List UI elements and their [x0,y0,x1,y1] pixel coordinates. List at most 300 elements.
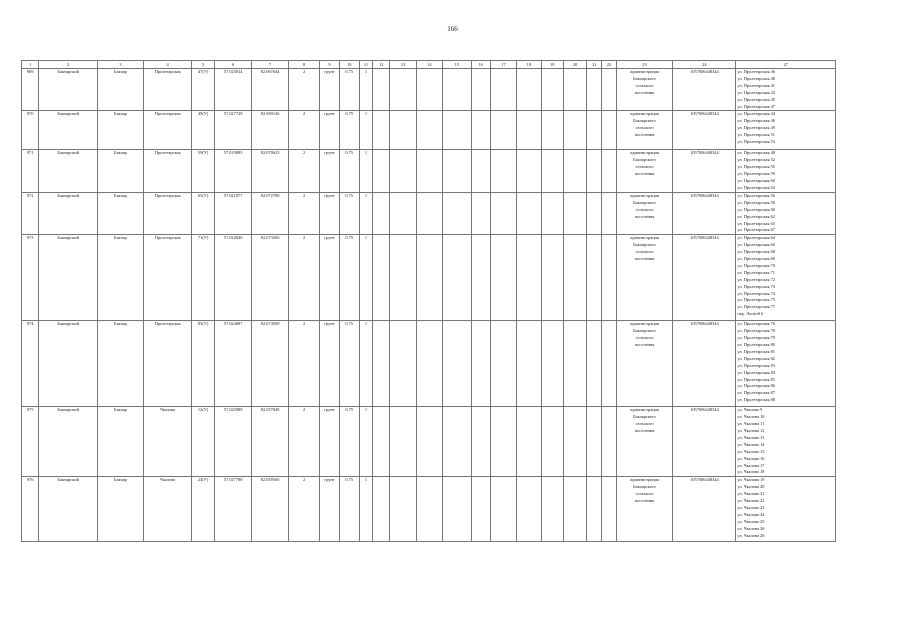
house-cell: 49(У) [192,111,214,150]
table-row [22,235,836,321]
area-cell: 0.75 [339,407,359,477]
addresses-cell [736,150,836,192]
column-header: 4 [143,61,192,69]
longitude-cell: 82.070623 [252,150,289,192]
address-line: ул. Пролетарская 55 [737,164,775,170]
owner-line: сельского [635,421,654,427]
empty-cell [490,192,516,234]
address-line: ул. Чкалова 18 [737,469,765,475]
owner-cell [616,321,673,407]
empty-cell [490,477,516,542]
empty-cell [416,150,442,192]
ogrn-cell: 1057006448344 [673,111,736,150]
empty-cell [541,407,563,477]
longitude-cell: 82.057848 [252,407,289,477]
address-line: ул. Пролетарская 73 [737,283,775,289]
addresses-cell [736,192,836,234]
count-cell: 2 [288,150,319,192]
address-line: ул. Пролетарская 60 [737,206,775,212]
address-line: ул. Чкалова 19 [737,477,765,483]
address-line: ул. Пролетарская 36 [737,69,775,74]
table-row [22,111,836,150]
empty-cell [602,192,616,234]
empty-cell [602,111,616,150]
empty-cell [416,235,442,321]
table-row [22,150,836,192]
owner-line: администрация [630,69,659,74]
column-header: 10 [339,61,359,69]
address-line: ул. Пролетарская 63 [737,184,775,190]
count-cell: 2 [288,192,319,234]
owner-line: сельского [635,82,654,88]
empty-cell [563,477,586,542]
empty-cell [443,150,471,192]
address-line: ул. Пролетарская 41 [737,82,775,88]
address-line: ул. Пролетарская 45 [737,96,775,102]
table-row [22,69,836,111]
column-header: 22 [602,61,616,69]
empty-cell [587,235,602,321]
column-header: 16 [471,61,490,69]
village-cell: Бакчар [98,407,144,477]
owner-line: администрация [630,192,659,198]
house-cell: 24(У) [192,477,214,542]
surface-cell: грунт [320,407,339,477]
empty-cell [471,321,490,407]
address-line: ул. Пролетарская 75 [737,297,775,303]
addresses-cell [736,235,836,321]
surface-cell: грунт [320,321,339,407]
address-line: ул. Чкалова 14 [737,441,765,447]
address-line: ул. Чкалова 13 [737,434,765,440]
address-line: ул. Пролетарская 78 [737,328,775,334]
empty-cell [541,150,563,192]
empty-cell [471,477,490,542]
district-cell: Бакчарский [39,235,98,321]
empty-cell [416,111,442,150]
addresses-cell [736,477,836,542]
empty-cell [563,111,586,150]
column-header: 20 [563,61,586,69]
empty-cell [541,111,563,150]
address-line: ул. Пролетарская 82 [737,355,775,361]
owner-line: поселения [634,428,655,434]
address-line: ул. Пролетарская 44 [737,111,775,117]
column-header: 24 [673,61,736,69]
empty-cell [443,477,471,542]
owner-line: администрация [630,111,659,117]
qty-cell: 1 [359,407,372,477]
empty-cell [602,235,616,321]
address-line: ул. Пролетарская 40 [737,75,775,81]
empty-cell [563,192,586,234]
empty-cell [373,407,390,477]
owner-cell [616,235,673,321]
latitude-cell: 57.025989 [214,407,252,477]
qty-cell: 1 [359,69,372,111]
count-cell: 2 [288,407,319,477]
latitude-cell: 57.022840 [214,235,252,321]
district-cell: Бакчарский [39,111,98,150]
row-number: 971 [22,150,39,192]
empty-cell [416,192,442,234]
street-cell: Чкалова [143,407,192,477]
owner-line: поселения [634,213,655,219]
empty-cell [563,321,586,407]
column-header: 11 [359,61,372,69]
empty-cell [373,111,390,150]
empty-cell [541,69,563,111]
address-line: ул. Пролетарская 79 [737,335,775,341]
empty-cell [471,69,490,111]
empty-cell [602,407,616,477]
address-line: ул. Пролетарская 70 [737,262,775,268]
empty-cell [390,192,416,234]
empty-cell [443,235,471,321]
empty-cell [390,111,416,150]
house-cell: 83(У) [192,321,214,407]
address-line: ул. Пролетарская 49 [737,125,775,131]
column-header: 7 [252,61,289,69]
empty-cell [471,407,490,477]
owner-line: поселения [634,132,655,138]
count-cell: 2 [288,477,319,542]
row-number: 973 [22,235,39,321]
empty-cell [517,111,541,150]
empty-cell [587,192,602,234]
village-cell: Бакчар [98,321,144,407]
owner-line: Бакчарского [633,328,656,334]
empty-cell [587,407,602,477]
house-cell: 71(У) [192,235,214,321]
house-cell: 59(У) [192,150,214,192]
row-number: 976 [22,477,39,542]
longitude-cell: 82.069146 [252,111,289,150]
empty-cell [490,150,516,192]
latitude-cell: 57.021877 [214,192,252,234]
address-line: ул. Чкалова 22 [737,498,765,504]
ogrn-cell: 1057006448344 [673,407,736,477]
owner-line: сельского [635,206,654,212]
column-header: 1 [22,61,39,69]
owner-line: администрация [630,407,659,413]
empty-cell [490,407,516,477]
address-line: ул. Пролетарская 83 [737,362,775,368]
empty-cell [390,150,416,192]
address-line: пер. Лесной 6 [737,311,764,317]
surface-cell: грунт [320,150,339,192]
owner-line: сельского [635,249,654,255]
owner-line: поселения [634,498,655,504]
empty-cell [517,69,541,111]
row-number: 972 [22,192,39,234]
address-line: ул. Чкалова 11 [737,421,765,427]
count-cell: 2 [288,321,319,407]
street-cell: Пролетарская [143,235,192,321]
village-cell: Бакчар [98,111,144,150]
ogrn-cell: 1057006448344 [673,69,736,111]
area-cell: 0.75 [339,69,359,111]
owner-line: Бакчарского [633,118,656,124]
surface-cell: грунт [320,477,339,542]
area-cell: 0.75 [339,477,359,542]
column-header: 9 [320,61,339,69]
column-header: 3 [98,61,144,69]
owner-line: Бакчарского [633,414,656,420]
owner-line: Бакчарского [633,157,656,163]
address-line: ул. Чкалова 23 [737,505,765,510]
address-line: ул. Чкалова 24 [737,511,765,517]
district-cell: Бакчарский [39,477,98,542]
empty-cell [563,150,586,192]
address-line: ул. Пролетарская 48 [737,150,775,156]
empty-cell [602,321,616,407]
owner-line: администрация [630,477,659,483]
address-line: ул. Пролетарская 76 [737,321,775,327]
empty-cell [390,235,416,321]
row-number: 969 [22,69,39,111]
address-line: ул. Пролетарская 74 [737,290,775,296]
address-line: ул. Чкалова 15 [737,448,765,454]
village-cell: Бакчар [98,192,144,234]
column-header: 12 [373,61,390,69]
address-line: ул. Чкалова 26 [737,525,765,531]
address-line: ул. Пролетарская 72 [737,276,775,282]
column-header: 13 [390,61,416,69]
owner-line: поселения [634,89,655,95]
address-line: ул. Пролетарская 65 [737,220,775,226]
address-line: ул. Чкалова 9 [737,407,763,413]
village-cell: Бакчар [98,477,144,542]
address-line: ул. Чкалова 21 [737,491,765,497]
address-line: ул. Пролетарская 69 [737,256,775,262]
latitude-cell: 57.027729 [214,111,252,150]
address-line: ул. Пролетарская 58 [737,199,775,205]
empty-cell [471,150,490,192]
address-line: ул. Пролетарская 60 [737,178,775,184]
empty-cell [490,235,516,321]
address-line: ул. Чкалова 16 [737,455,765,461]
empty-cell [587,111,602,150]
row-number: 970 [22,111,39,150]
count-cell: 2 [288,235,319,321]
owner-cell [616,111,673,150]
owner-cell [616,192,673,234]
header-row [22,61,836,69]
address-line: ул. Пролетарская 47 [737,103,775,109]
empty-cell [416,407,442,477]
address-line: ул. Чкалова 25 [737,518,765,524]
village-cell: Бакчар [98,69,144,111]
surface-cell: грунт [320,111,339,150]
street-cell: Пролетарская [143,69,192,111]
ogrn-cell: 1057006448344 [673,321,736,407]
empty-cell [602,69,616,111]
empty-cell [390,407,416,477]
row-number: 974 [22,321,39,407]
surface-cell: грунт [320,69,339,111]
empty-cell [563,69,586,111]
row-number: 975 [22,407,39,477]
latitude-cell: 57.024687 [214,321,252,407]
column-header: 19 [541,61,563,69]
area-cell: 0.75 [339,150,359,192]
empty-cell [563,235,586,321]
table-row [22,192,836,234]
column-header: 14 [416,61,442,69]
empty-cell [443,321,471,407]
street-cell: Пролетарская [143,192,192,234]
empty-cell [517,235,541,321]
ogrn-cell: 1057006448344 [673,150,736,192]
latitude-cell: 57.019885 [214,150,252,192]
empty-cell [373,477,390,542]
owner-line: поселения [634,256,655,262]
empty-cell [373,235,390,321]
empty-cell [587,69,602,111]
longitude-cell: 82.067644 [252,69,289,111]
empty-cell [517,477,541,542]
longitude-cell: 82.059560 [252,477,289,542]
owner-cell [616,69,673,111]
district-cell: Бакчарский [39,150,98,192]
house-cell: 12(У) [192,407,214,477]
house-cell: 47(У) [192,69,214,111]
address-line: ул. Чкалова 10 [737,414,765,420]
empty-cell [390,321,416,407]
empty-cell [490,321,516,407]
latitude-cell: 57.027788 [214,477,252,542]
empty-cell [541,192,563,234]
column-header: 15 [443,61,471,69]
street-cell: Пролетарская [143,321,192,407]
district-cell: Бакчарский [39,407,98,477]
addresses-cell [736,321,836,407]
address-line: ул. Чкалова 20 [737,484,765,490]
empty-cell [563,407,586,477]
empty-cell [490,69,516,111]
longitude-cell: 82.074509 [252,321,289,407]
address-line: ул. Чкалова 28 [737,532,765,538]
owner-line: поселения [634,342,655,348]
empty-cell [416,69,442,111]
district-cell: Бакчарский [39,69,98,111]
latitude-cell: 57.025814 [214,69,252,111]
qty-cell: 1 [359,192,372,234]
column-header: 6 [214,61,252,69]
column-header: 23 [616,61,673,69]
empty-cell [541,235,563,321]
owner-line: сельского [635,125,654,131]
address-line: ул. Пролетарская 52 [737,157,775,163]
address-line: ул. Пролетарская 87 [737,390,775,396]
empty-cell [443,407,471,477]
address-line: ул. Пролетарская 71 [737,269,775,275]
ogrn-cell: 1057006448344 [673,477,736,542]
owner-line: сельского [635,491,654,497]
empty-cell [490,111,516,150]
addresses-cell [736,111,836,150]
qty-cell: 1 [359,150,372,192]
surface-cell: грунт [320,192,339,234]
empty-cell [471,111,490,150]
empty-cell [602,150,616,192]
empty-cell [517,321,541,407]
empty-cell [587,321,602,407]
street-cell: Пролетарская [143,111,192,150]
address-line: ул. Пролетарская 64 [737,235,775,241]
district-cell: Бакчарский [39,192,98,234]
village-cell: Бакчар [98,235,144,321]
column-header: 17 [490,61,516,69]
ogrn-cell: 1057006448344 [673,192,736,234]
area-cell: 0.75 [339,111,359,150]
longitude-cell: 82.072788 [252,192,289,234]
empty-cell [443,192,471,234]
empty-cell [443,69,471,111]
column-header: 2 [39,61,98,69]
empty-cell [443,111,471,150]
address-line: ул. Пролетарская 51 [737,132,775,138]
street-cell: Пролетарская [143,150,192,192]
address-line: ул. Пролетарская 62 [737,213,775,219]
empty-cell [373,69,390,111]
address-line: ул. Пролетарская 56 [737,192,775,198]
empty-cell [517,407,541,477]
owner-cell [616,150,673,192]
empty-cell [602,477,616,542]
column-header: 5 [192,61,214,69]
address-line: ул. Пролетарская 67 [737,227,775,233]
owner-line: администрация [630,150,659,156]
column-header: 18 [517,61,541,69]
owner-line: Бакчарского [633,75,656,81]
address-line: ул. Пролетарская 84 [737,369,775,375]
address-line: ул. Пролетарская 86 [737,383,775,389]
ogrn-cell: 1057006448344 [673,235,736,321]
page-number: 166 [447,25,458,33]
empty-cell [587,150,602,192]
empty-cell [471,192,490,234]
addresses-cell [736,69,836,111]
count-cell: 2 [288,111,319,150]
empty-cell [416,477,442,542]
owner-line: Бакчарского [633,484,656,490]
owner-cell [616,477,673,542]
empty-cell [390,69,416,111]
address-line: ул. Пролетарская 68 [737,249,775,255]
qty-cell: 1 [359,321,372,407]
address-line: ул. Пролетарская 81 [737,348,775,354]
empty-cell [373,150,390,192]
owner-line: сельского [635,335,654,341]
owner-line: поселения [634,171,655,177]
column-header: 21 [587,61,602,69]
empty-cell [541,477,563,542]
qty-cell: 1 [359,111,372,150]
owner-line: Бакчарского [633,199,656,205]
table-row [22,407,836,477]
table-row [22,477,836,542]
column-header: 27 [736,61,836,69]
owner-line: сельского [635,164,654,170]
village-cell: Бакчар [98,150,144,192]
address-line: ул. Пролетарская 85 [737,376,775,382]
count-cell: 2 [288,69,319,111]
area-cell: 0.75 [339,192,359,234]
area-cell: 0.75 [339,235,359,321]
address-line: ул. Пролетарская 77 [737,304,775,310]
